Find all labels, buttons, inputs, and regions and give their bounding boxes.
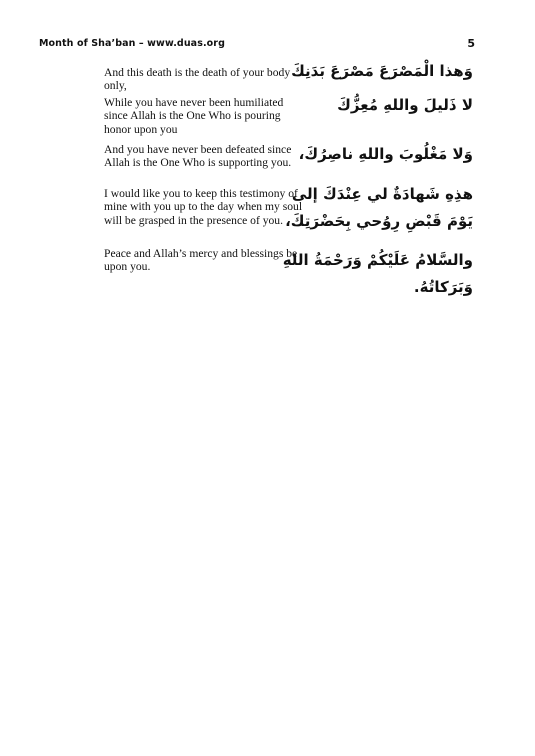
page-number: 5 xyxy=(467,37,475,50)
arabic-line-5: والسَّلامُ عَلَيْكُمْ وَرَحْمَةُ اللهِ وَبَرَكاتُهُ. xyxy=(282,251,473,296)
arabic-line-2: لا ذَليلَ واللهِ مُعِزُّكَ xyxy=(337,96,473,114)
header-title: Month of Sha’ban – www.duas.org xyxy=(39,38,225,49)
arabic-line-1: وَهذا الْمَصْرَعَ مَصْرَعَ بَدَنِكَ xyxy=(291,62,473,80)
english-line-2: While you have never been humiliated since Allah is the One Who is pouring honor upon you xyxy=(104,96,284,136)
english-line-4: I would like you to keep this testimony of mine with you up to the day when my soul will be grasped in the presence of you. xyxy=(104,187,303,227)
english-line-1: And this death is the death of your body only, xyxy=(104,66,291,93)
english-line-5: Peace and Allah’s mercy and blessings be upon you. xyxy=(104,247,298,274)
page-header xyxy=(39,38,475,52)
arabic-line-3: وَلا مَغْلُوبَ واللهِ ناصِرُكَ، xyxy=(298,145,473,163)
english-line-3: And you have never been defeated since Allah is the One Who is supporting you. xyxy=(104,143,292,170)
arabic-line-4: هذِهِ شَهادَةٌ لي عِنْدَكَ إلى يَوْمَ قَبْضِ رِوُحي بِحَضْرَتِكَ، xyxy=(285,185,473,230)
